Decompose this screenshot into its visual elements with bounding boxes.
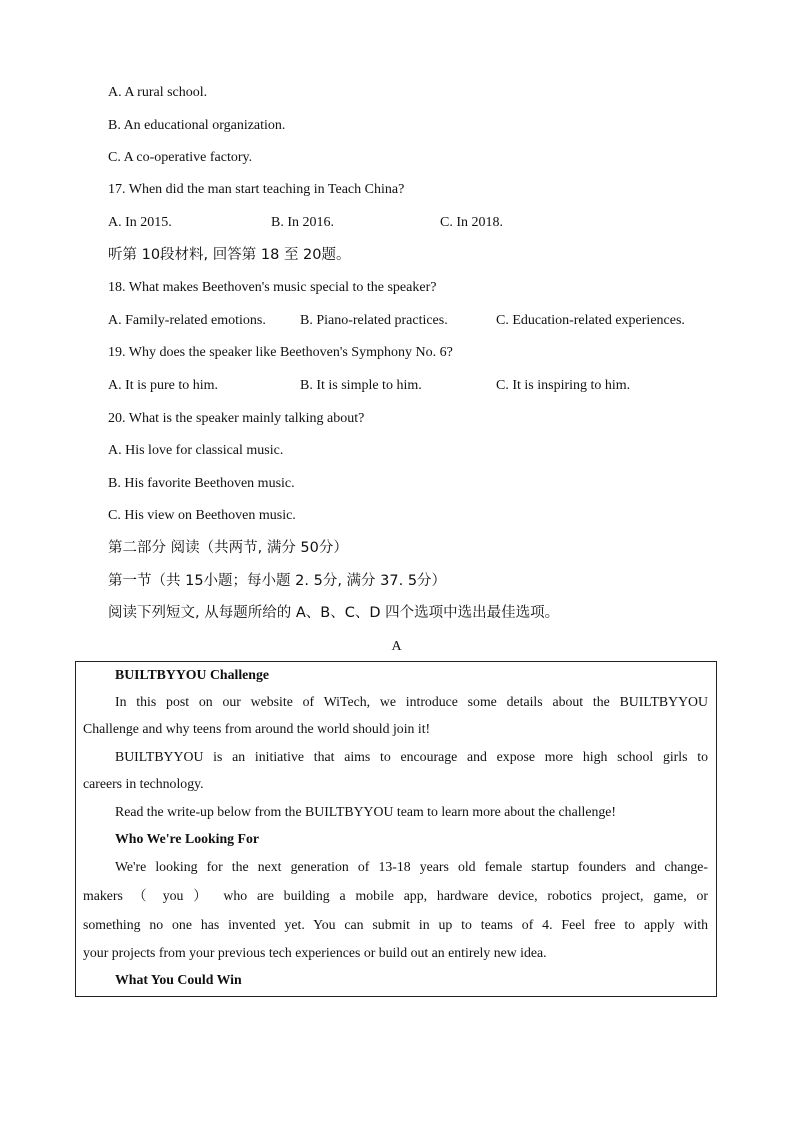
passage-p4-line4: your projects from your previous tech experiences or build out an entirely new idea. [83,945,547,960]
passage-heading-who: Who We're Looking For [115,831,259,846]
q18-option-a: A. Family-related emotions. [108,313,266,328]
passage-box [75,661,717,997]
passage-p1-line1: In this post on our website of WiTech, we introduce some details about the BUILTBYYOU [115,694,708,709]
section-1-heading: 第一节（共 15小题；每小题 2. 5分, 满分 37. 5分） [108,573,447,589]
q19-stem: 19. Why does the speaker like Beethoven's Symphony No. 6? [108,345,453,360]
q16-option-c: C. A co-operative factory. [108,150,253,165]
q18-option-b: B. Piano-related practices. [300,313,448,328]
q17-option-a: A. In 2015. [108,215,172,230]
q20-option-b: B. His favorite Beethoven music. [108,476,295,491]
section-10-instruction: 听第 10段材料, 回答第 18 至 20题。 [108,247,351,263]
passage-p2-line1: BUILTBYYOU is an initiative that aims to encourage and expose more high school girls to [115,749,708,764]
passage-heading-win: What You Could Win [115,972,242,987]
passage-p1-line2: Challenge and why teens from around the world should join it! [83,721,431,736]
reading-instruction: 阅读下列短文, 从每题所给的 A、B、C、D 四个选项中选出最佳选项。 [108,605,560,621]
passage-p4-line1: We're looking for the next generation of 13-18 years old female startup founders and change- [115,859,708,874]
q17-stem: 17. When did the man start teaching in Teach China? [108,182,405,197]
q18-option-c: C. Education-related experiences. [496,313,685,328]
q20-stem: 20. What is the speaker mainly talking about? [108,411,365,426]
q20-option-a: A. His love for classical music. [108,443,284,458]
q17-option-c: C. In 2018. [440,215,503,230]
passage-p4-line3: something no one has invented yet. You can submit in up to teams of 4. Feel free to apply with [83,917,708,932]
q18-stem: 18. What makes Beethoven's music special to the speaker? [108,280,437,295]
q19-option-a: A. It is pure to him. [108,378,219,393]
q19-option-c: C. It is inspiring to him. [496,378,631,393]
q17-option-b: B. In 2016. [271,215,334,230]
passage-title: BUILTBYYOU Challenge [115,667,269,682]
passage-p3: Read the write-up below from the BUILTBYYOU team to learn more about the challenge! [115,804,617,819]
part-2-heading: 第二部分 阅读（共两节, 满分 50分） [108,540,348,556]
q19-option-b: B. It is simple to him. [300,378,422,393]
q16-option-b: B. An educational organization. [108,118,286,133]
passage-p4-line2: makers （ you ） who are building a mobile app, hardware device, robotics project, game, or [83,888,708,903]
passage-label: A [391,639,402,654]
passage-p2-line2: careers in technology. [83,776,204,791]
q16-option-a: A. A rural school. [108,85,208,100]
q20-option-c: C. His view on Beethoven music. [108,508,296,523]
